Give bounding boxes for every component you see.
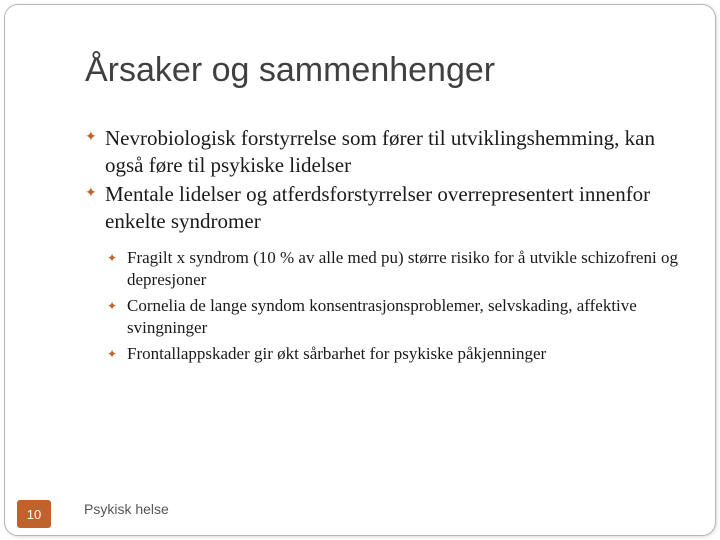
bullet-icon: ✦ <box>107 251 118 265</box>
sub-bullet-text: Frontallappskader gir økt sårbarhet for psykiske påkjenninger <box>127 344 547 363</box>
sub-bullet-text: Cornelia de lange syndom konsentrasjonsproblemer, selvskading, affektive svingninger <box>127 296 637 337</box>
bullet-text: Nevrobiologisk forstyrrelse som fører til utviklingshemming, kan også føre til psykiske lidelser <box>105 126 655 177</box>
bullet-list <box>85 125 685 369</box>
bullet-icon: ✦ <box>85 130 97 145</box>
sub-bullet-item <box>85 247 685 291</box>
bullet-item <box>85 125 685 179</box>
sub-bullet-item <box>85 295 685 339</box>
sub-bullet-item <box>85 343 685 365</box>
page-number-badge: 10 <box>17 500 51 528</box>
sub-bullet-text: Fragilt x syndrom (10 % av alle med pu) større risiko for å utvikle schizofreni og depresjoner <box>127 248 678 289</box>
bullet-icon: ✦ <box>107 347 118 361</box>
footer-text: Psykisk helse <box>84 501 169 517</box>
bullet-text: Mentale lidelser og atferdsforstyrrelser overrepresentert innenfor enkelte syndromer <box>105 182 651 233</box>
bullet-icon: ✦ <box>85 186 97 201</box>
bullet-icon: ✦ <box>107 299 118 313</box>
bullet-item <box>85 181 685 235</box>
slide-title: Årsaker og sammenhenger <box>85 51 496 89</box>
slide <box>4 4 716 536</box>
